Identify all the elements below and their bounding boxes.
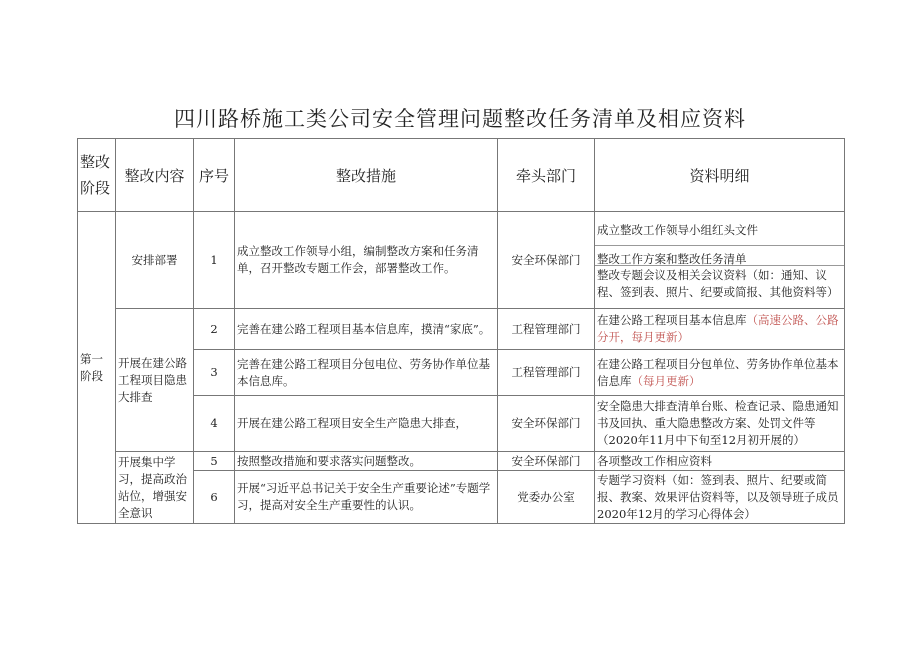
dept-cell: 安全环保部门 (498, 396, 595, 452)
header-seq: 序号 (194, 139, 235, 212)
materials-cell (595, 212, 845, 309)
material-note: （每月更新） (631, 373, 701, 388)
measure-cell: 开展在建公路工程项目安全生产隐患大排查， (235, 396, 498, 452)
dept-cell: 安全环保部门 (498, 452, 595, 471)
table-row (78, 471, 845, 524)
task-table (77, 138, 845, 524)
header-dept: 牵头部门 (498, 139, 595, 212)
content-cell: 开展集中学习，提高政治站位，增强安全意识 (116, 452, 194, 524)
material-cell: 在建公路工程项目基本信息库（高速公路、公路分开，每月更新） (595, 309, 845, 350)
seq-cell: 5 (194, 452, 235, 471)
content-cell: 安排部署 (116, 212, 194, 309)
table-row (78, 452, 845, 471)
measure-cell: 完善在建公路工程项目基本信息库，摸清“家底”。 (235, 309, 498, 350)
measure-cell: 按照整改措施和要求落实问题整改。 (235, 452, 498, 471)
material-cell: 安全隐患大排查清单台账、检查记录、隐患通知书及回执、重大隐患整改方案、处罚文件等（2020年11月中下旬至12月初开展的） (595, 396, 845, 452)
table-row (78, 350, 845, 396)
measure-cell: 开展“习近平总书记关于安全生产重要论述”专题学习，提高对安全生产重要性的认识。 (235, 471, 498, 524)
dept-cell: 党委办公室 (498, 471, 595, 524)
dept-cell: 工程管理部门 (498, 309, 595, 350)
header-row (78, 139, 845, 212)
material-item: 成立整改工作领导小组红头文件 (597, 223, 758, 237)
table-row (78, 212, 845, 309)
seq-cell: 4 (194, 396, 235, 452)
table-row (78, 309, 845, 350)
seq-cell: 3 (194, 350, 235, 396)
document-title: 四川路桥施工类公司安全管理问题整改任务清单及相应资料 (174, 107, 746, 131)
header-stage: 整改 阶段 (78, 139, 116, 212)
seq-cell: 6 (194, 471, 235, 524)
material-cell: 在建公路工程项目分包单位、劳务协作单位基本信息库（每月更新） (595, 350, 845, 396)
material-item: 整改专题会议及相关会议资料（如：通知、议程、签到表、照片、纪要或简报、其他资料等） (595, 265, 844, 300)
seq-cell: 1 (194, 212, 235, 309)
material-cell: 各项整改工作相应资料 (595, 452, 845, 471)
measure-cell: 完善在建公路工程项目分包电位、劳务协作单位基本信息库。 (235, 350, 498, 396)
stage-cell: 第一 阶段 (78, 212, 116, 524)
table-row (78, 396, 845, 452)
material-cell: 专题学习资料（如：签到表、照片、纪要或简报、教案、效果评估资料等，以及领导班子成员2020年12月的学习心得体会） (595, 471, 845, 524)
material-note: （高速公路、公路分开，每月更新） (597, 313, 839, 344)
seq-cell: 2 (194, 309, 235, 350)
material-item: 整改工作方案和整改任务清单 (595, 245, 844, 265)
header-measures: 整改措施 (235, 139, 498, 212)
header-materials: 资料明细 (595, 139, 845, 212)
dept-cell: 安全环保部门 (498, 212, 595, 309)
dept-cell: 工程管理部门 (498, 350, 595, 396)
measure-cell: 成立整改工作领导小组，编制整改方案和任务清单，召开整改专题工作会，部署整改工作。 (235, 212, 498, 309)
content-cell: 开展在建公路工程项目隐患大排查 (116, 309, 194, 452)
header-content: 整改内容 (116, 139, 194, 212)
